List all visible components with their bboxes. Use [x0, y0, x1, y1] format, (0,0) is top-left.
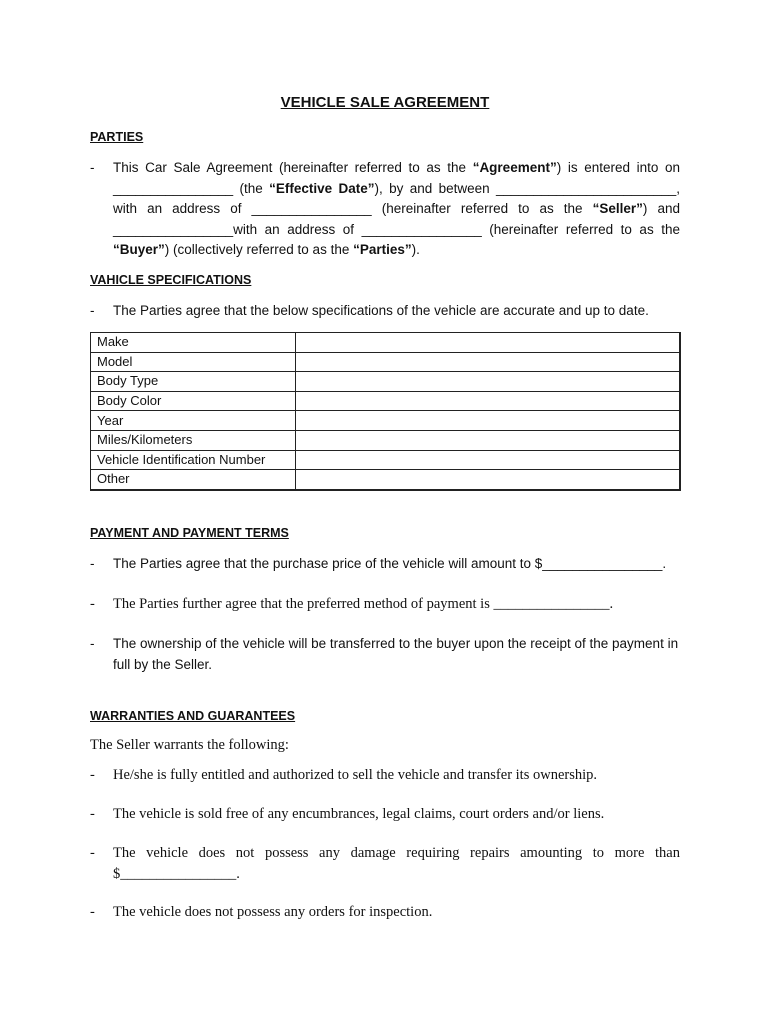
- parties-line-4: ________________with an address of ________________ (hereinafter referred to as the: [113, 221, 680, 237]
- bullet-dash: -: [90, 845, 95, 861]
- table-row: [91, 333, 681, 353]
- spec-label-other: Other: [91, 470, 296, 490]
- bullet-dash: -: [90, 767, 95, 783]
- parties-line-2: ________________ (the “Effective Date”), by and between ________________________,: [113, 180, 680, 196]
- parties-clause-text: [113, 158, 680, 261]
- bullet-dash: -: [90, 596, 95, 612]
- document-title: VEHICLE SALE AGREEMENT: [280, 94, 490, 111]
- spec-label-body-type: Body Type: [91, 372, 296, 392]
- parties-line-3: with an address of ________________ (hereinafter referred to as the “Seller”) and: [113, 201, 680, 216]
- table-row: [91, 352, 681, 372]
- parties-clause: [90, 158, 680, 261]
- spec-value-vin[interactable]: [296, 450, 681, 470]
- spec-label-model: Model: [91, 352, 296, 372]
- bullet-dash: -: [90, 904, 95, 920]
- bullet-dash: -: [90, 303, 95, 318]
- warranties-heading: WARRANTIES AND GUARANTEES: [90, 709, 296, 723]
- table-row: [91, 372, 681, 392]
- warranty-item-damage: [90, 843, 680, 884]
- spec-label-vin: Vehicle Identification Number: [91, 450, 296, 470]
- warranty-item-encumbrances: [90, 804, 680, 825]
- spec-value-body-type[interactable]: [296, 372, 681, 392]
- payment-item-text: The Parties agree that the purchase price of the vehicle will amount to $________________.: [113, 556, 667, 571]
- spec-value-make[interactable]: [296, 333, 681, 353]
- specifications-intro-text: The Parties agree that the below specifications of the vehicle are accurate and up to date.: [113, 303, 649, 318]
- specifications-intro: [90, 301, 680, 322]
- payment-item-method: [90, 594, 680, 615]
- spec-value-miles[interactable]: [296, 430, 681, 450]
- spec-value-model[interactable]: [296, 352, 681, 372]
- payment-item-text: The Parties further agree that the preferred method of payment is ________________.: [113, 596, 614, 612]
- warranty-item-text: The vehicle does not possess any orders for inspection.: [113, 904, 433, 920]
- table-row: [91, 391, 681, 411]
- warranty-item-text: The vehicle is sold free of any encumbrances, legal claims, court orders and/or liens.: [113, 806, 605, 822]
- bullet-dash: -: [90, 636, 95, 651]
- table-row: [91, 470, 681, 490]
- warranty-item-text: The vehicle does not possess any damage requiring repairs amounting to more than $________________.: [113, 845, 680, 882]
- bullet-dash: -: [90, 160, 95, 175]
- parties-line-5: “Buyer”) (collectively referred to as the “Parties”).: [113, 242, 420, 257]
- payment-heading: PAYMENT AND PAYMENT TERMS: [90, 526, 289, 540]
- parties-heading: PARTIES: [90, 130, 144, 144]
- spec-value-body-color[interactable]: [296, 391, 681, 411]
- table-row: [91, 430, 681, 450]
- warranty-item-inspection: [90, 902, 680, 923]
- warranty-item-text: He/she is fully entitled and authorized to sell the vehicle and transfer its ownership.: [113, 767, 598, 783]
- warranty-item-entitled: [90, 765, 680, 786]
- warranties-intro: The Seller warrants the following:: [90, 737, 289, 753]
- spec-label-make: Make: [91, 333, 296, 353]
- bullet-dash: -: [90, 556, 95, 571]
- payment-item-text: The ownership of the vehicle will be transferred to the buyer upon the receipt of the payment in full by the Seller.: [113, 636, 679, 672]
- bullet-dash: -: [90, 806, 95, 822]
- parties-line-1: This Car Sale Agreement (hereinafter referred to as the “Agreement”) is entered into on: [113, 160, 680, 175]
- payment-item-ownership: [90, 634, 680, 675]
- table-row: [91, 411, 681, 431]
- specifications-heading: VAHICLE SPECIFICATIONS: [90, 273, 252, 287]
- vehicle-specifications-table: [90, 332, 681, 491]
- spec-label-year: Year: [91, 411, 296, 431]
- payment-item-price: [90, 554, 680, 575]
- spec-value-other[interactable]: [296, 470, 681, 490]
- table-row: [91, 450, 681, 470]
- spec-label-body-color: Body Color: [91, 391, 296, 411]
- spec-label-miles: Miles/Kilometers: [91, 430, 296, 450]
- spec-value-year[interactable]: [296, 411, 681, 431]
